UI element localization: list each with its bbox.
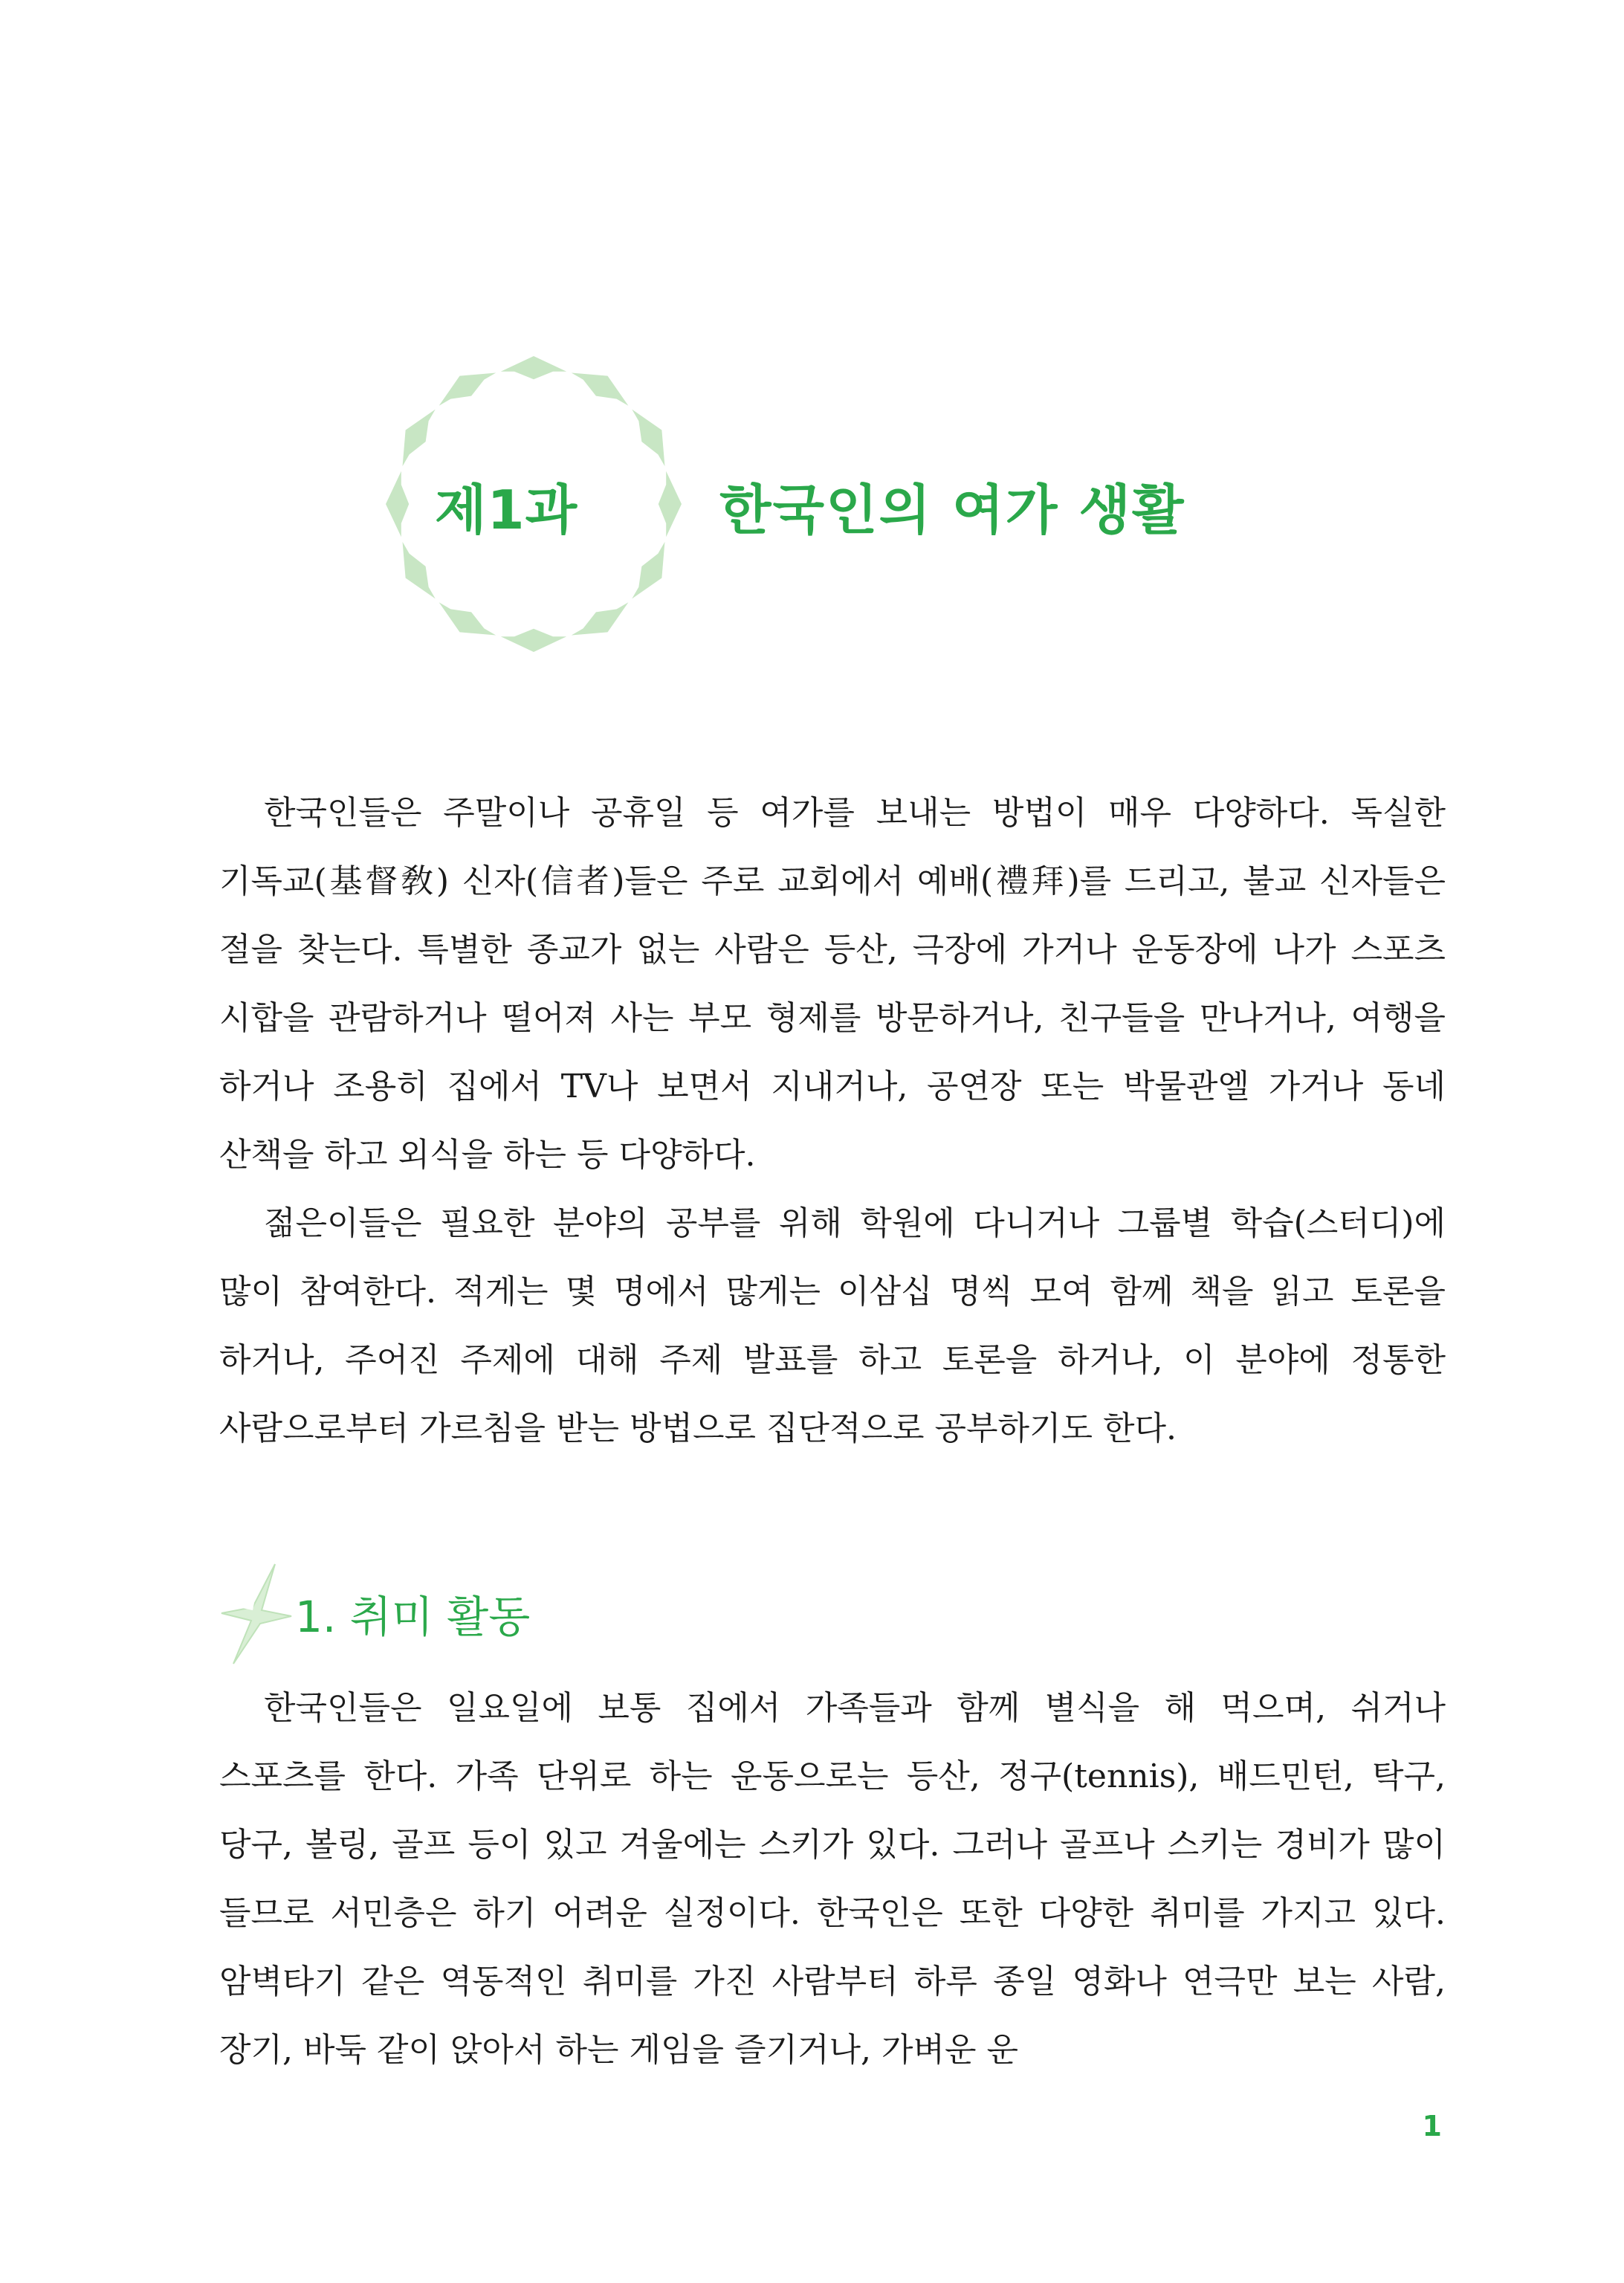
section-heading: [217, 1561, 886, 1665]
emblem-chevron: [389, 538, 442, 607]
emblem-chevron: [625, 538, 678, 607]
page-number: 1: [1422, 2110, 1442, 2142]
star-sparkle-icon: [217, 1561, 299, 1665]
emblem-chevron: [659, 471, 682, 537]
chapter-title: 한국인의 여가 생활: [719, 479, 1185, 541]
section-paragraph: 한국인들은 일요일에 보통 집에서 가족들과 함께 별식을 해 먹으며, 쉬거나 스포츠를 한다. 가족 단위로 하는 운동으로는 등산, 정구(tennis), 배드민턴, 탁구, 당구, 볼링, 골프 등이 있고 겨울에는 스키가 있다. 그러나 골프나 스키는 경비가 많이 들므로 서민층은 하기 어려운 실정이다. 한국인은 또한 다양한 취미를 가지고 있다. 암벽타기 같은 역동적인 취미를 가진 사람부터 하루 종일 영화나 연극만 보는 사람, 장기, 바둑 같이 앉아서 하는 게임을 즐기거나, 가벼운 운: [219, 1689, 1446, 2069]
emblem-chevron: [389, 401, 442, 470]
emblem-chevron: [568, 595, 636, 648]
intro-paragraph-2: 젊은이들은 필요한 분야의 공부를 위해 학원에 다니거나 그룹별 학습(스터디)에 많이 참여한다. 적게는 몇 명에서 많게는 이삼십 명씩 모여 함께 책을 읽고 토론을 하거나, 주어진 주제에 대해 주제 발표를 하고 토론을 하거나, 이 분야에 정통한 사람으로부터 가르침을 받는 방법으로 집단적으로 공부하기도 한다.: [219, 1204, 1446, 1447]
emblem-chevron: [431, 595, 499, 648]
emblem-chevron: [568, 360, 636, 413]
emblem-chevron: [431, 360, 499, 413]
emblem-chevron: [386, 471, 409, 537]
emblem-chevron: [501, 356, 566, 379]
chapter-number: 제1과: [435, 479, 578, 541]
section-title: 1. 취미 활동: [295, 1592, 531, 1642]
intro-paragraph-1: 한국인들은 주말이나 공휴일 등 여가를 보내는 방법이 매우 다양하다. 독실한 기독교(基督敎) 신자(信者)들은 주로 교회에서 예배(禮拜)를 드리고, 불교 신자들은 절을 찾는다. 특별한 종교가 없는 사람은 등산, 극장에 가거나 운동장에 나가 스포츠 시합을 관람하거나 떨어져 사는 부모 형제를 방문하거나, 친구들을 만나거나, 여행을 하거나 조용히 집에서 TV나 보면서 지내거나, 공연장 또는 박물관엘 가거나 동네 산책을 하고 외식을 하는 등 다양하다.: [219, 794, 1446, 1174]
emblem-chevron: [625, 401, 678, 470]
emblem-chevron: [501, 629, 566, 652]
